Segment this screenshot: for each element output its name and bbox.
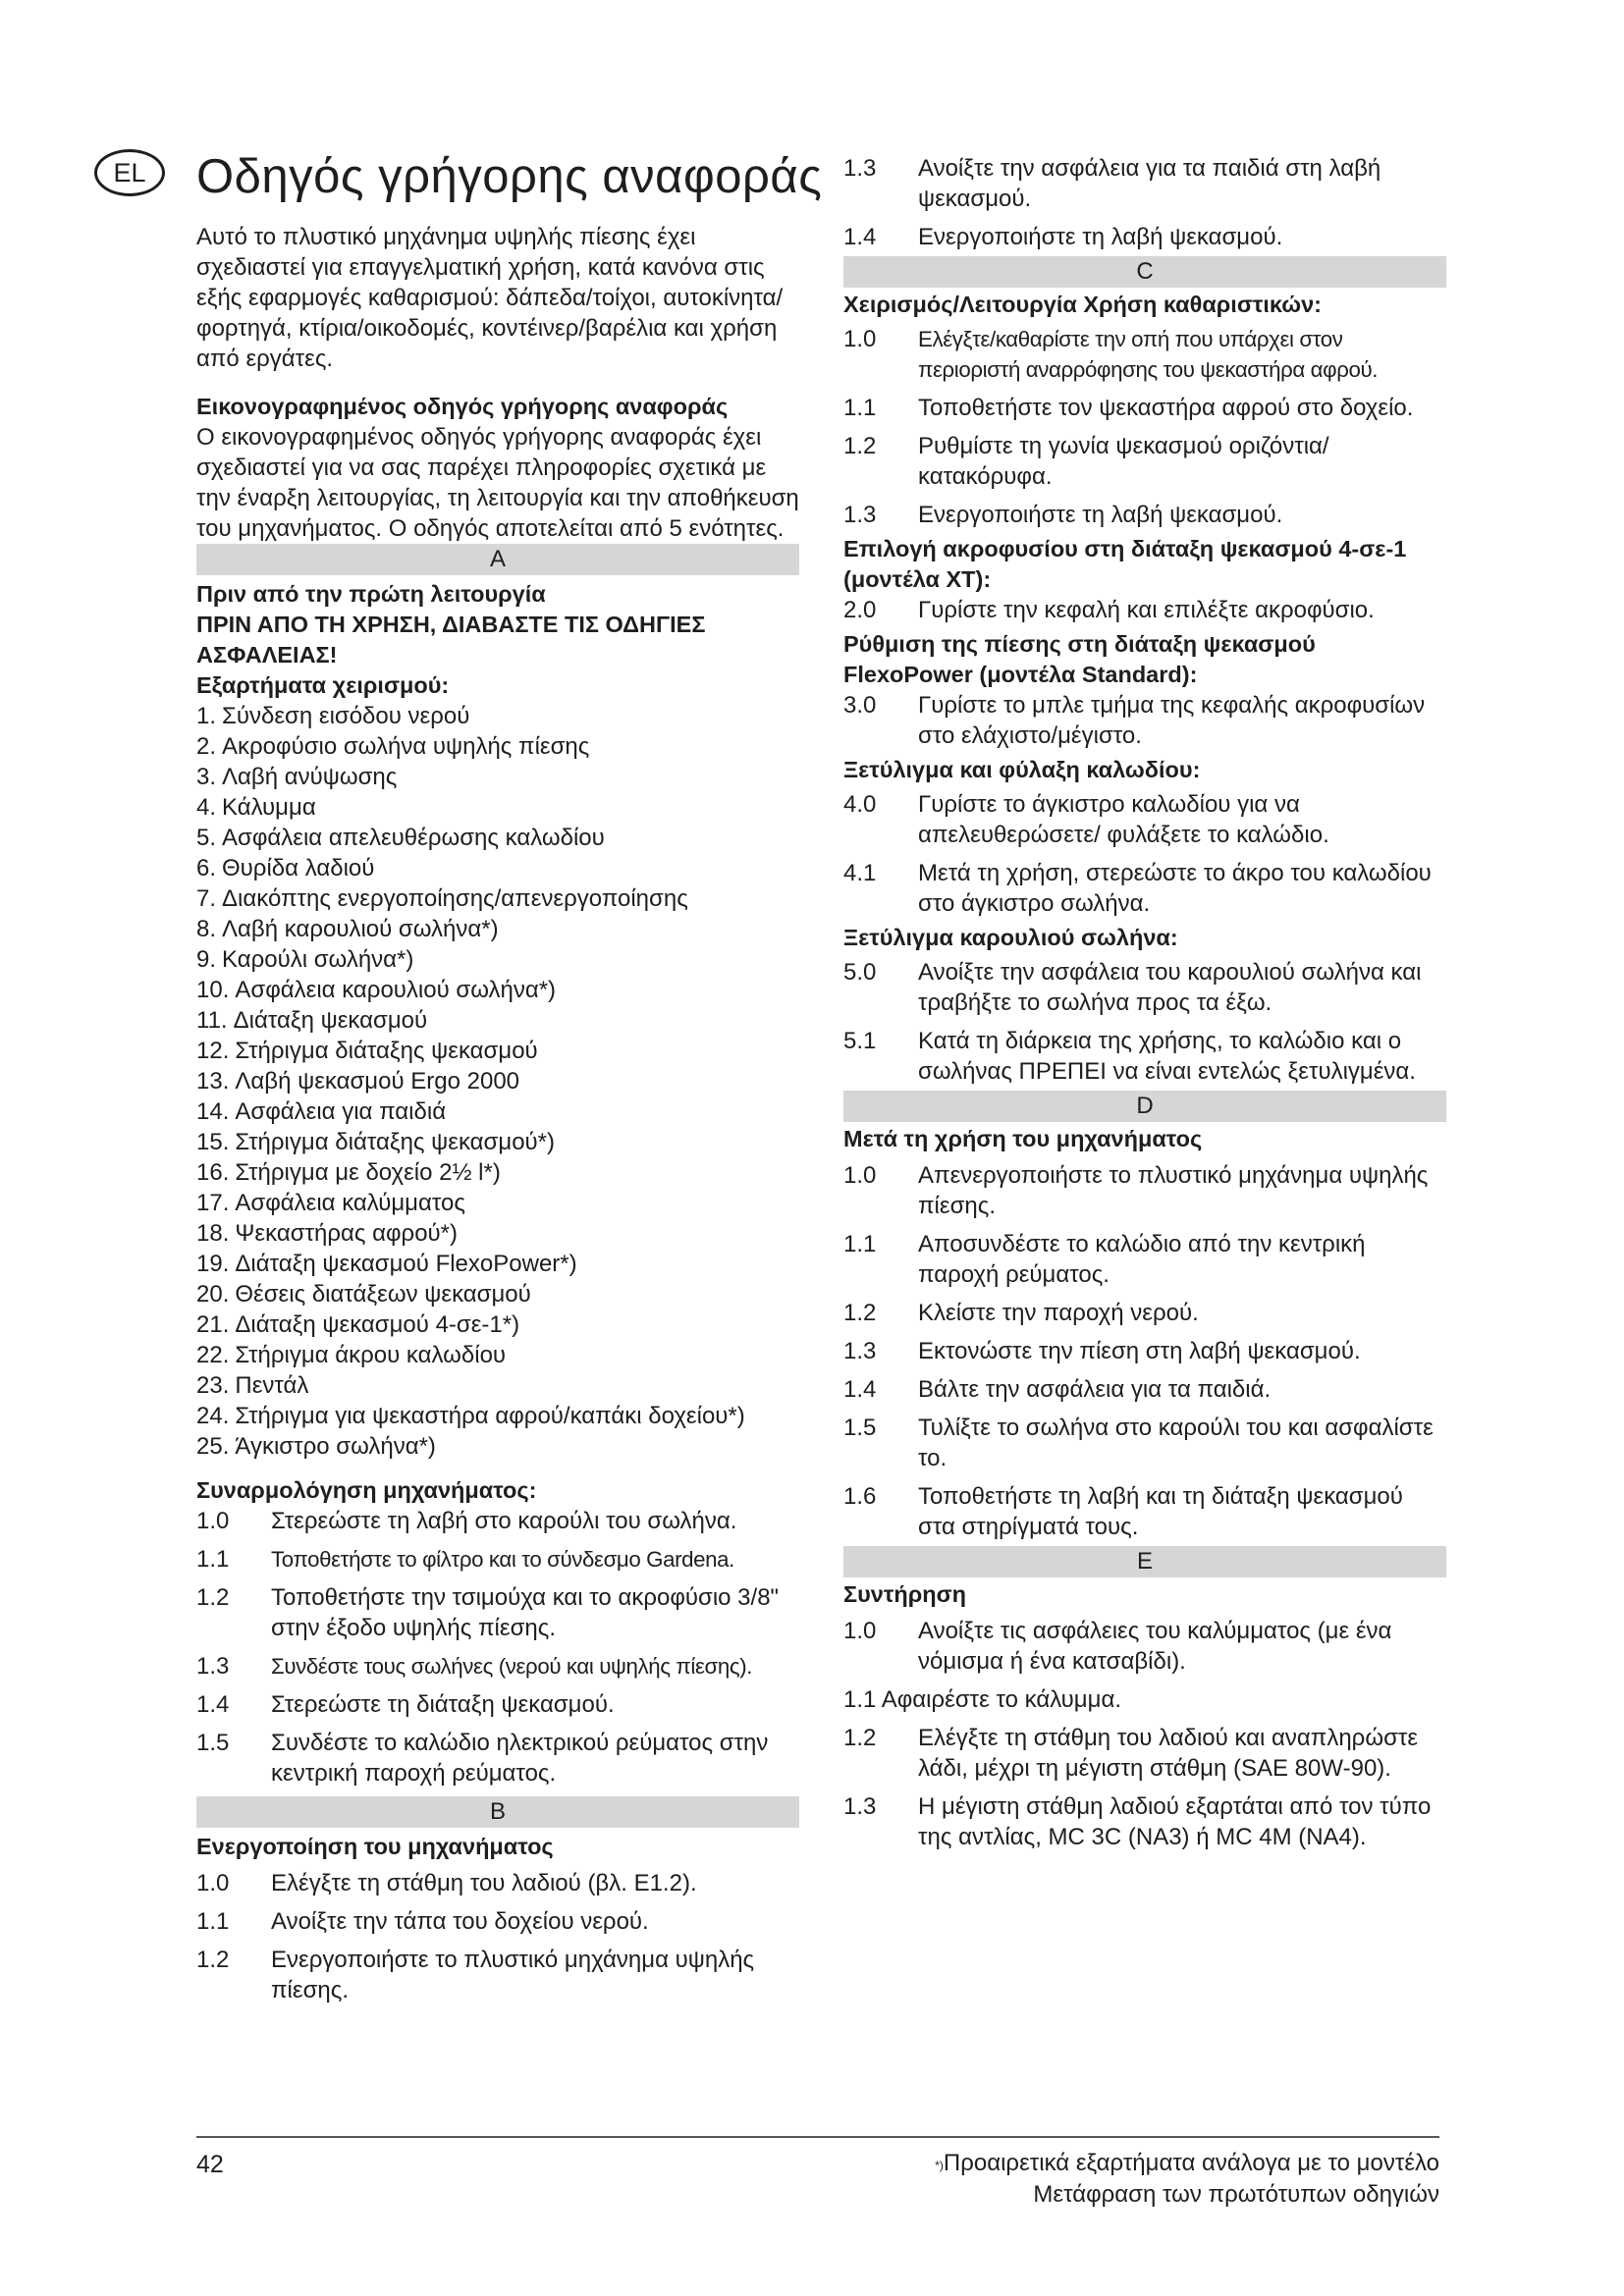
illustrated-guide-text: Ο εικονογραφημένος οδηγός γρήγορης αναφοράς έχει σχεδιαστεί για να σας παρέχει πληροφορίες σχετικά με την έναρξη λειτουργίας, τη λειτουργία και την αποθήκευση του μηχανήματος. Ο οδηγός αποτελείται από 5 ενότητες. <box>196 424 799 542</box>
list-item: 2.0 Γυρίστε την κεφαλή και επιλέξτε ακροφύσιο. <box>843 597 1375 623</box>
hose-reel-heading: Ξετύλιγμα καρουλιού σωλήνα: <box>843 925 1178 950</box>
list-item: 4.1 Μετά τη χρήση, στερεώστε το άκρο του καλωδίου στο άγκιστρο σωλήνα. <box>843 860 1432 917</box>
list-item: 10. Ασφάλεια καρουλιού σωλήνα*) <box>196 977 557 1003</box>
footnote-text: Προαιρετικά εξαρτήματα ανάλογα με το μοντέλο <box>943 2150 1439 2176</box>
list-item: 1.1 Τοποθετήστε τον ψεκαστήρα αφρού στο δοχείο. <box>843 395 1414 421</box>
list-item: 24. Στήριγμα για ψεκαστήρα αφρού/καπάκι δοχείου*) <box>196 1403 745 1429</box>
list-item: 1.2 Ρυθμίστε τη γωνία ψεκασμού οριζόντια/κατακόρυφα. <box>843 433 1329 490</box>
list-item: 8. Λαβή καρουλιού σωλήνα*) <box>196 916 499 942</box>
list-item: 1.1 Τοποθετήστε το φίλτρο και το σύνδεσμο Gardena. <box>196 1546 734 1573</box>
list-item: 1.2 Ελέγξτε τη στάθμη του λαδιού και αναπληρώστε λάδι, μέχρι τη μέγιστη στάθμη (SAE 80W-90). <box>843 1725 1419 1782</box>
illustrated-guide-heading: Εικονογραφημένος οδηγός γρήγορης αναφοράς <box>196 394 729 419</box>
startup-steps-continued <box>843 153 1446 252</box>
list-item: 4.0 Γυρίστε το άγκιστρο καλωδίου για να απελευθερώσετε/ φυλάξετε το καλώδιο. <box>843 791 1329 848</box>
list-item: 16. Στήριγμα με δοχείο 2½ l*) <box>196 1159 501 1186</box>
footnote-line-1 <box>752 2148 1439 2179</box>
intro-paragraph: Αυτό το πλυστικό μηχάνημα υψηλής πίεσης έχει σχεδιαστεί για επαγγελματική χρήση, κατά κανόνα στις εξής εφαρμογές καθαρισμού: δάπεδα/τοίχοι, αυτοκίνητα/φορτηγά, κτίρια/οικοδομές, κοντέινερ/βαρέλια και χρήση από εργάτες. <box>196 224 784 372</box>
list-item: 4. Κάλυμμα <box>196 794 316 821</box>
pressure-setting-heading: Ρύθμιση της πίεσης στη διάταξη ψεκασμού FlexoPower (μοντέλα Standard): <box>843 631 1316 687</box>
list-item: 1.5 Συνδέστε το καλώδιο ηλεκτρικού ρεύματος στην κεντρική παροχή ρεύματος. <box>196 1730 769 1787</box>
right-column <box>843 153 1446 1860</box>
nozzle-selection-heading: Επιλογή ακροφυσίου στη διάταξη ψεκασμού 4-σε-1 (μοντέλα XT): <box>843 536 1407 592</box>
list-item: 1.3 Ανοίξτε την ασφάλεια για τα παιδιά στη λαβή ψεκασμού. <box>843 155 1381 212</box>
footnote-mark: *) <box>935 2159 944 2172</box>
list-item: 1.4 Βάλτε την ασφάλεια για τα παιδιά. <box>843 1376 1272 1403</box>
list-item: 1. Σύνδεση εισόδου νερού <box>196 703 470 729</box>
list-item: 1.4 Ενεργοποιήστε τη λαβή ψεκασμού. <box>843 224 1283 250</box>
list-item: 9. Καρούλι σωλήνα*) <box>196 946 414 973</box>
list-item: 3. Λαβή ανύψωσης <box>196 764 398 790</box>
page-number: 42 <box>196 2151 224 2178</box>
list-item: 5.1 Κατά τη διάρκεια της χρήσης, το καλώδιο και ο σωλήνας ΠΡΕΠΕΙ να είναι εντελώς ξετυλιγμένα. <box>843 1028 1416 1085</box>
section-bar-a: A <box>196 544 799 575</box>
section-bar-b: B <box>196 1796 799 1828</box>
footnote-line-2: Μετάφραση των πρωτότυπων οδηγιών <box>1033 2181 1439 2208</box>
after-use-steps <box>843 1160 1446 1542</box>
language-badge: EL <box>94 149 165 196</box>
list-item: 1.0 Απενεργοποιήστε το πλυστικό μηχάνημα υψηλής πίεσης. <box>843 1162 1429 1219</box>
section-d-heading: Μετά τη χρήση του μηχανήματος <box>843 1126 1203 1151</box>
list-item: 12. Στήριγμα διάταξης ψεκασμού <box>196 1038 538 1064</box>
section-e-heading: Συντήρηση <box>843 1581 967 1607</box>
list-item: 1.2 Τοποθετήστε την τσιμούχα και το ακροφύσιο 3/8" στην έξοδο υψηλής πίεσης. <box>196 1584 780 1641</box>
footer-divider <box>196 2136 1439 2138</box>
page-title: Οδηγός γρήγορης αναφοράς <box>196 150 823 203</box>
list-item: 21. Διάταξη ψεκασμού 4-σε-1*) <box>196 1311 520 1338</box>
footnote <box>752 2148 1439 2211</box>
list-item: 3.0 Γυρίστε το μπλε τμήμα της κεφαλής ακροφυσίων στο ελάχιστο/μέγιστο. <box>843 692 1426 749</box>
list-item: 1.2 Κλείστε την παροχή νερού. <box>843 1300 1199 1326</box>
safety-warning: ΠΡΙΝ ΑΠΟ ΤΗ ΧΡΗΣΗ, ΔΙΑΒΑΣΤΕ ΤΙΣ ΟΔΗΓΙΕΣ ΑΣΦΑΛΕΙΑΣ! <box>196 612 706 667</box>
section-bar-d: D <box>843 1091 1446 1122</box>
left-column <box>196 222 799 2013</box>
section-a-heading: Πριν από την πρώτη λειτουργία <box>196 581 546 607</box>
list-item: 1.5 Τυλίξτε το σωλήνα στο καρούλι του και ασφαλίστε το. <box>843 1415 1434 1471</box>
list-item: 7. Διακόπτης ενεργοποίησης/απενεργοποίησης <box>196 885 688 912</box>
list-item: 25. Άγκιστρο σωλήνα*) <box>196 1433 436 1460</box>
parts-list <box>196 701 799 1462</box>
list-item: 18. Ψεκαστήρας αφρού*) <box>196 1220 459 1247</box>
list-item: 6. Θυρίδα λαδιού <box>196 855 375 881</box>
list-item: 14. Ασφάλεια για παιδιά <box>196 1098 447 1125</box>
section-bar-c: C <box>843 256 1446 288</box>
list-item: 1.3 Εκτονώστε την πίεση στη λαβή ψεκασμού. <box>843 1338 1361 1364</box>
section-bar-e: E <box>843 1546 1446 1577</box>
assembly-steps <box>196 1506 799 1789</box>
list-item: 22. Στήριγμα άκρου καλωδίου <box>196 1342 507 1368</box>
list-item: 20. Θέσεις διατάξεων ψεκασμού <box>196 1281 531 1308</box>
list-item: 17. Ασφάλεια καλύμματος <box>196 1190 465 1216</box>
list-item: 1.2 Ενεργοποιήστε το πλυστικό μηχάνημα υψηλής πίεσης. <box>196 1947 755 2003</box>
hose-reel-steps <box>843 957 1446 1087</box>
list-item: 2. Ακροφύσιο σωλήνα υψηλής πίεσης <box>196 733 590 760</box>
list-item: 11. Διάταξη ψεκασμού <box>196 1007 428 1034</box>
list-item: 1.1 Ανοίξτε την τάπα του δοχείου νερού. <box>196 1908 649 1935</box>
list-item: 19. Διάταξη ψεκασμού FlexoPower*) <box>196 1251 577 1277</box>
list-item: 1.3 Ενεργοποιήστε τη λαβή ψεκασμού. <box>843 502 1283 528</box>
list-item: 5. Ασφάλεια απελευθέρωσης καλωδίου <box>196 825 605 851</box>
section-b-heading: Ενεργοποίηση του μηχανήματος <box>196 1834 554 1859</box>
list-item: 1.0 Ελέγξτε/καθαρίστε την οπή που υπάρχει στον περιοριστή αναρρόφησης του ψεκαστήρα αφρού. <box>843 326 1379 382</box>
cable-heading: Ξετύλιγμα και φύλαξη καλωδίου: <box>843 757 1201 782</box>
list-item: 1.3 Συνδέστε τους σωλήνες (νερού και υψηλής πίεσης). <box>196 1653 753 1680</box>
list-item: 5.0 Ανοίξτε την ασφάλεια του καρουλιού σωλήνα και τραβήξτε το σωλήνα προς τα έξω. <box>843 959 1422 1016</box>
list-item: 1.4 Στερεώστε τη διάταξη ψεκασμού. <box>196 1691 615 1718</box>
list-item: 1.6 Τοποθετήστε τη λαβή και τη διάταξη ψεκασμού στα στηρίγματά τους. <box>843 1483 1403 1540</box>
nozzle-steps <box>843 595 1446 625</box>
list-item: 1.0 Ανοίξτε τις ασφάλειες του καλύμματος (με ένα νόμισμα ή ένα κατσαβίδι). <box>843 1618 1392 1675</box>
cable-steps <box>843 789 1446 919</box>
list-item: 1.1 Αφαιρέστε το κάλυμμα. <box>843 1686 1121 1713</box>
section-c-heading-detergents: Χειρισμός/Λειτουργία Χρήση καθαριστικών: <box>843 292 1322 317</box>
startup-steps <box>196 1868 799 2005</box>
list-item: 15. Στήριγμα διάταξης ψεκασμού*) <box>196 1129 555 1155</box>
list-item: 13. Λαβή ψεκασμού Ergo 2000 <box>196 1068 520 1095</box>
list-item: 23. Πεντάλ <box>196 1372 309 1399</box>
list-item: 1.0 Στερεώστε τη λαβή στο καρούλι του σωλήνα. <box>196 1508 737 1534</box>
list-item: 1.0 Ελέγξτε τη στάθμη του λαδιού (βλ. E1.2). <box>196 1870 697 1896</box>
assembly-heading: Συναρμολόγηση μηχανήματος: <box>196 1477 537 1503</box>
parts-heading: Εξαρτήματα χειρισμού: <box>196 672 450 698</box>
pressure-steps <box>843 690 1446 751</box>
maintenance-steps <box>843 1616 1446 1852</box>
list-item: 1.1 Αποσυνδέστε το καλώδιο από την κεντρική παροχή ρεύματος. <box>843 1231 1366 1288</box>
list-item: 1.3 Η μέγιστη στάθμη λαδιού εξαρτάται από τον τύπο της αντλίας, MC 3C (NA3) ή MC 4M (NA4). <box>843 1793 1432 1850</box>
detergent-steps <box>843 324 1446 530</box>
